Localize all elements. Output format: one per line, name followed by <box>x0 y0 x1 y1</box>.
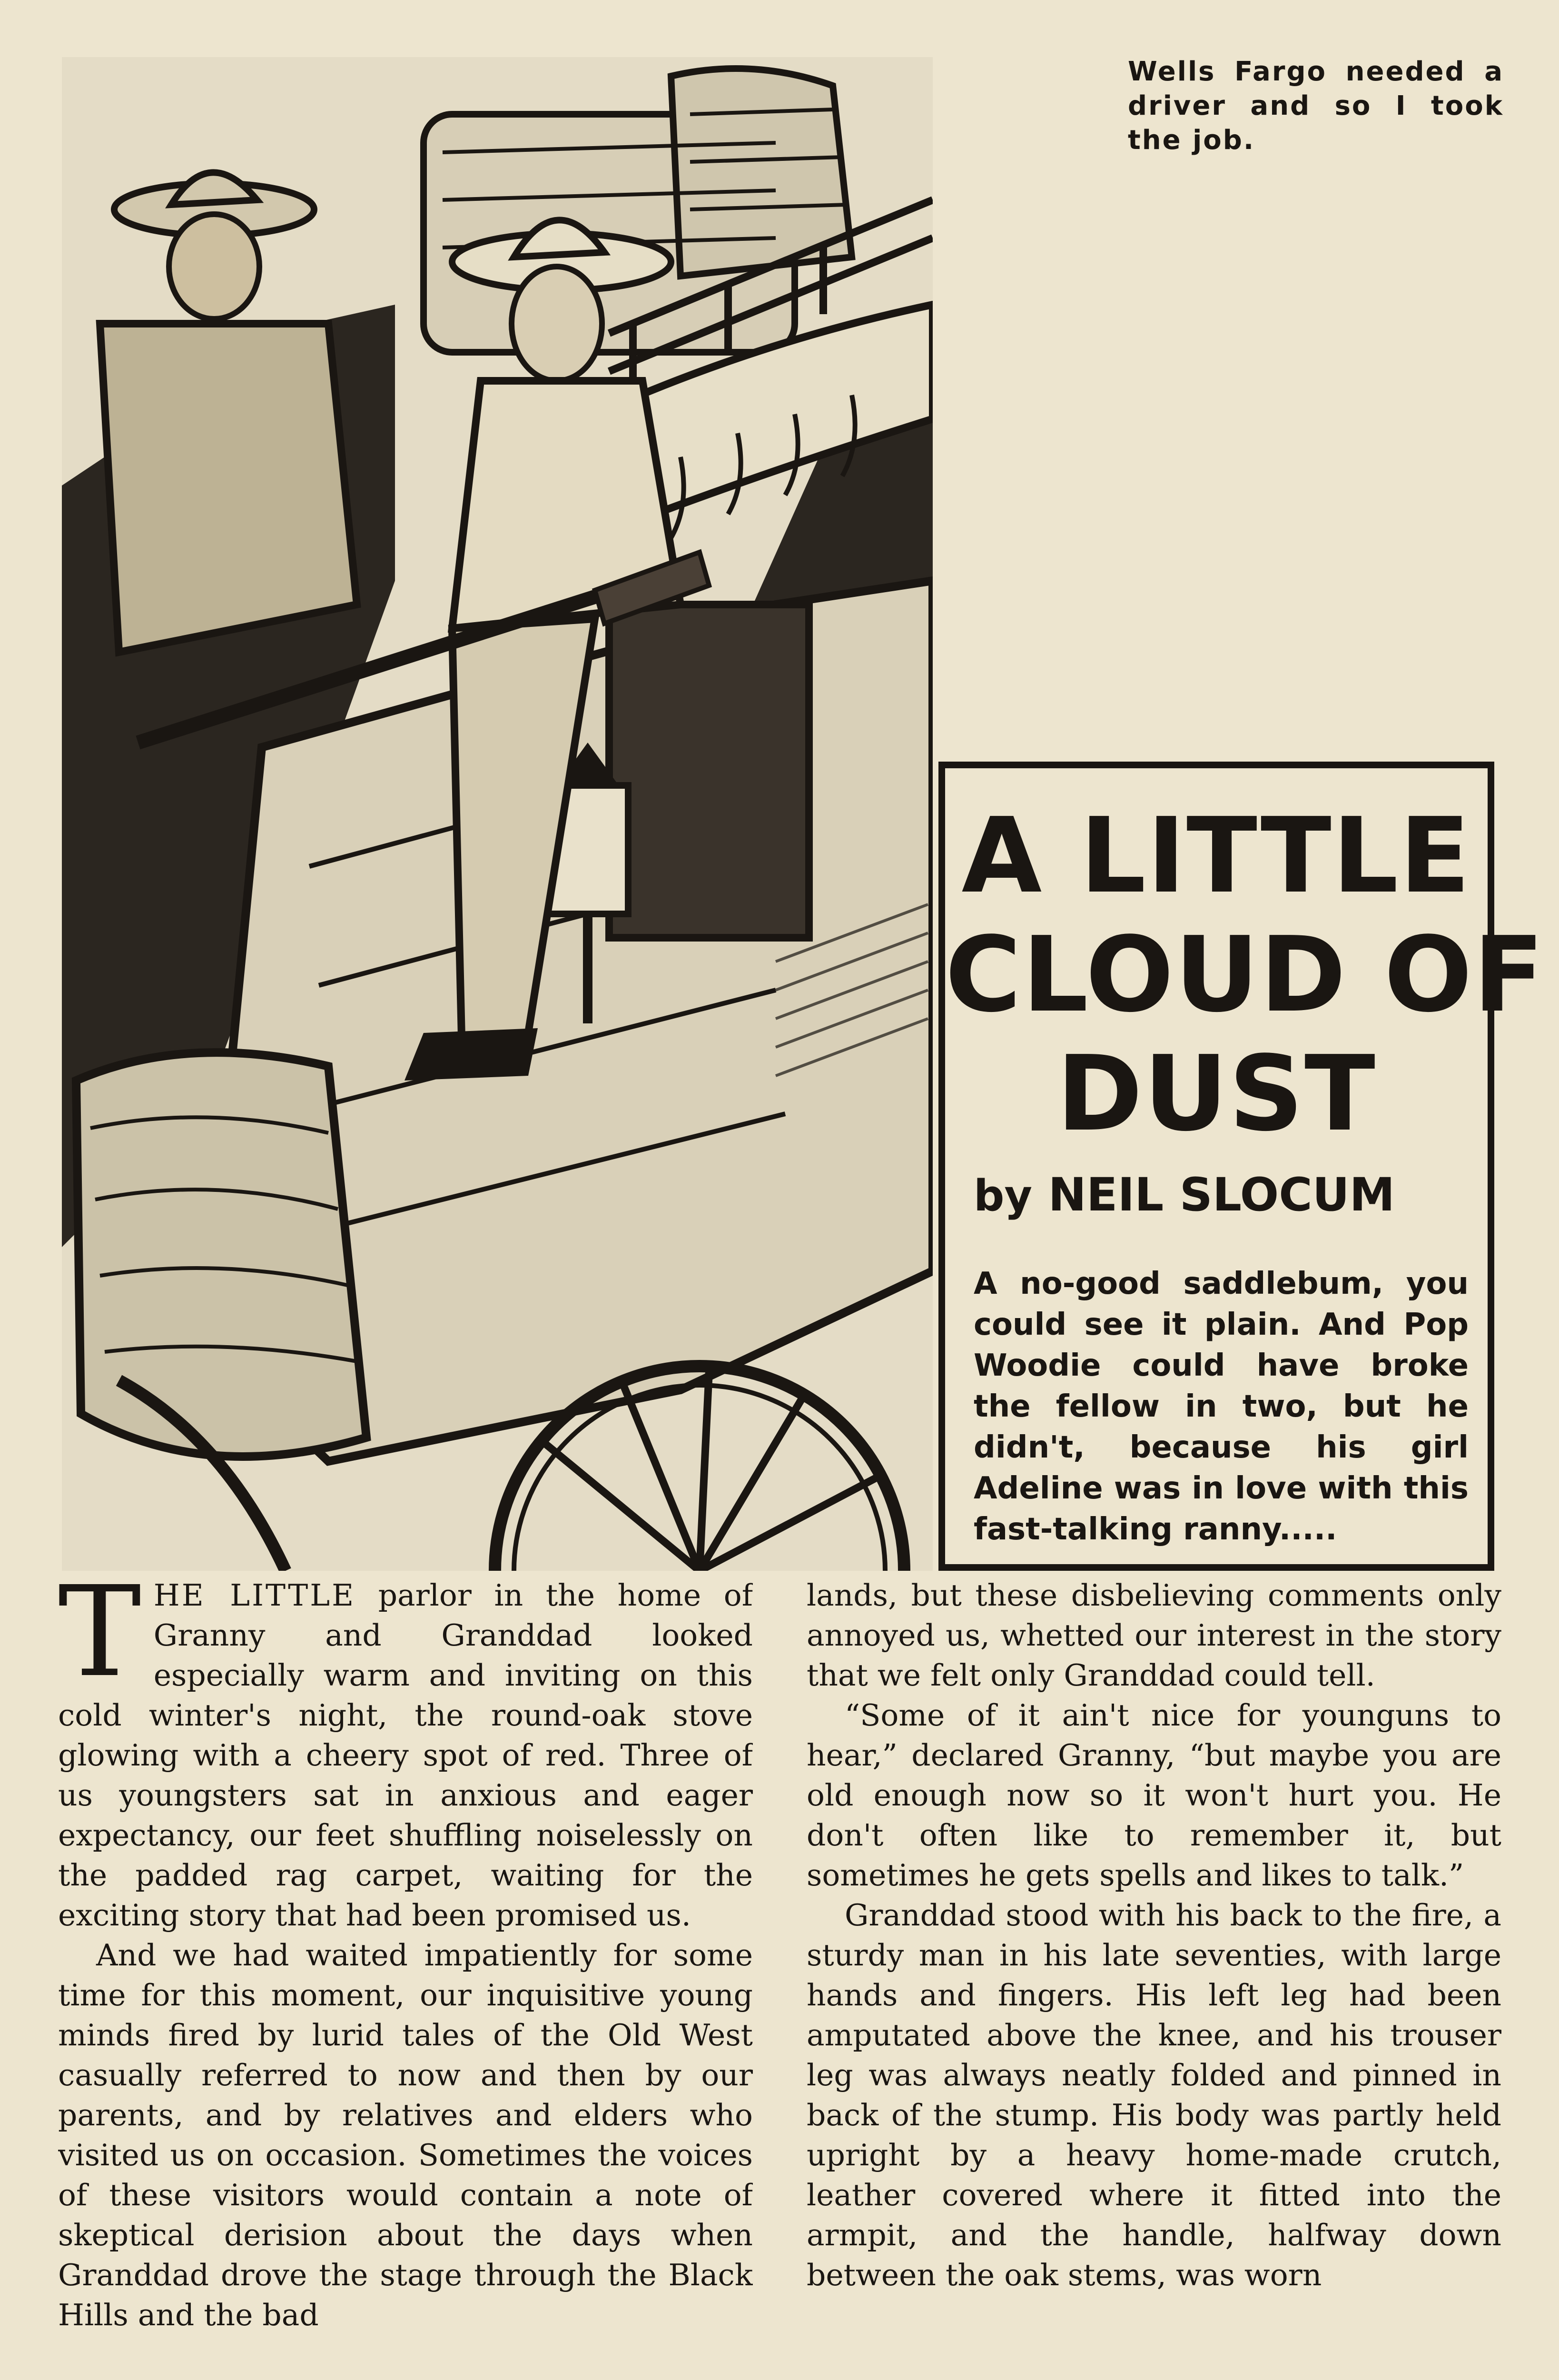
illustration-caption: Wells Fargo needed a driver and so I took the job. <box>1128 56 1504 156</box>
stagecoach-drawing <box>62 57 933 1571</box>
byline <box>974 1168 1469 1221</box>
paragraph: And we had waited impatiently for some time for this moment, our inquisitive young minds fired by lurid tales of the Old West casually referred to now and then by our parents, and by relatives and elders who visited us on occasion. Sometimes the voices of these visitors would contain a note of skeptical derision about the days when Granddad drove the stage through the Black Hills and the bad <box>58 1938 753 2332</box>
title-line-1: A LITTLE <box>961 796 1471 916</box>
paragraph: “Some of it ain't nice for younguns to hear,” declared Granny, “but maybe you are old enough now so it won't hurt you. He don't often like to remember it, but sometimes he gets spells and likes to talk.” <box>807 1698 1501 1893</box>
story-title <box>945 796 1545 1154</box>
paragraph: Granddad stood with his back to the fire, a sturdy man in his late seventies, with large hands and fingers. His left leg had been amputated above the knee, and his trouser leg was always neatly folded and pinned in back of the stump. His body was partly held upright by a heavy home-made crutch, leather covered where it fitted into the armpit, and the handle, halfway down between the oak stems, was worn <box>807 1898 1501 2292</box>
lead-caps: HE LITTLE <box>153 1578 356 1613</box>
title-box <box>938 762 1545 1571</box>
paragraph: lands, but these disbelieving comments only annoyed us, whetted our interest in the story that we felt only Granddad could tell. <box>807 1578 1501 1693</box>
story-blurb: A no-good saddlebum, you could see it plain. And Pop Woodie could have broke the fellow in two, but he didn't, because his girl Adeline was in love with this fast-talking ranny..... <box>974 1266 1469 1547</box>
author-name: NEIL SLOCUM <box>1048 1168 1395 1221</box>
stagecoach-illustration <box>62 57 933 1571</box>
paragraph <box>58 1576 753 1935</box>
byline-prefix: by <box>974 1171 1033 1221</box>
paragraph-text: parlor in the home of Granny and Granddad looked especially warm and inviting on this cold winter's night, the round-oak stove glowing with a cheery spot of red. Three of us youngsters sat in anxious and eager expectancy, our feet shuffling noiselessly on the padded rag carpet, waiting for the exciting story that had been promised us. <box>58 1578 753 1933</box>
text-column-left <box>58 1576 753 2380</box>
title-line-2: CLOUD OF <box>945 915 1545 1035</box>
drop-cap: T <box>58 1576 141 1705</box>
text-column-right <box>807 1576 1501 2380</box>
title-line-3: DUST <box>1056 1034 1376 1154</box>
